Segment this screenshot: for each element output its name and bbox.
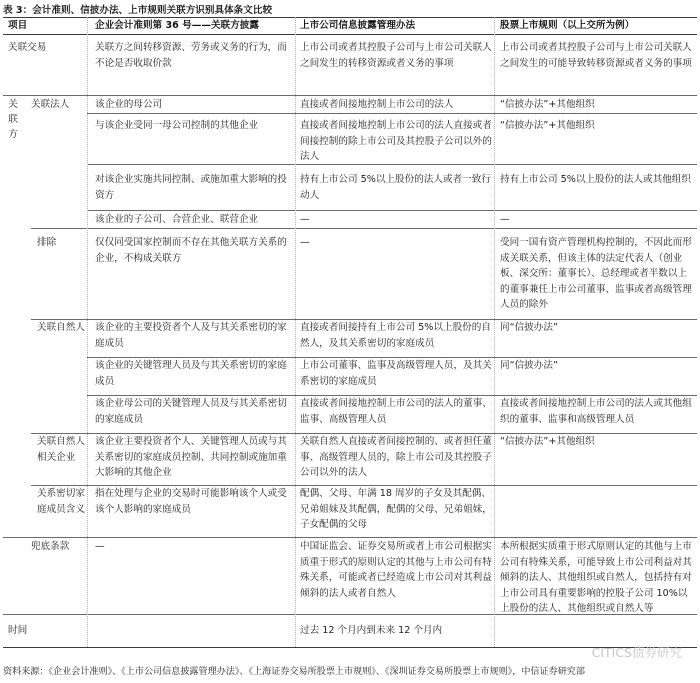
cell: 持有上市公司 5%以上股份的法人或者一致行动人 [300, 174, 491, 201]
cell: 该企业的关键管理人员及与其关系密切的家庭成员 [95, 360, 287, 387]
cell: 关联自然人直接或者间接控制的、或者担任董事、高级管理人员的，除上市公司及其控股子公司以外的法人 [300, 436, 492, 478]
cell: 对该企业实施共同控制、或施加重大影响的投资方 [95, 174, 287, 201]
rule [3, 95, 697, 96]
cell: 直接或者间接地控制上市公司的法人 [300, 99, 454, 110]
table-caption: 表 3：会计准则、信披办法、上市规则关联方识别具体条文比较 [3, 5, 273, 16]
cell: 中国证监会、证券交易所或者上市公司根据实质重于形式的原则认定的其他与上市公司有特殊关系，可能或者已经造成上市公司对其利益倾斜的法人或者自然人 [300, 541, 492, 599]
cell: — [500, 214, 510, 225]
header-listing-rules: 股票上市规则（以上交所为例） [500, 20, 635, 31]
row-label-time: 时间 [8, 625, 28, 636]
cell: 上市公司或者其控股子公司与上市公司关联人之间发生的转移资源或者义务的事项 [300, 42, 492, 69]
header-item: 项目 [8, 20, 28, 31]
cell: 直接或者间接地控制上市公司的法人或其他组织的董事、监事和高级管理人员 [500, 398, 692, 425]
cell: 受同一国有资产管理机构控制的，不因此而形成关联关系，但该主体的法定代表人（创业板、深交所：董事长）、总经理或者半数以上的董事兼任上市公司董事、监事或者高级管理人员的除外 [500, 237, 692, 310]
cell: 该企业的子公司、合营企业、联营企业 [95, 214, 259, 225]
header-accounting-standard: 企业会计准则第 36 号——关联方披露 [95, 20, 259, 31]
watermark: CITICS债券研究 [591, 645, 682, 660]
rule [87, 113, 697, 114]
cell: 仅仅同受国家控制而不存在其他关联方关系的企业，不构成关联方 [95, 237, 287, 264]
cell-time-range: 过去 12 个月内到未来 12 个月内 [300, 625, 443, 636]
cell: 配偶、父母、年满 18 周岁的子女及其配偶、兄弟姐妹及其配偶，配偶的父母、兄弟姐妹，子女配偶的父母 [300, 488, 492, 530]
cell: 同“信披办法” [500, 360, 558, 371]
cell: 直接或者间接地控制上市公司的法人的董事、监事、高级管理人员 [300, 398, 492, 425]
rule [31, 228, 697, 229]
rule [3, 537, 697, 538]
cell: 持有上市公司 5%以上股份的法人或其他组织 [500, 174, 691, 185]
rule-header [3, 34, 697, 35]
side-label-related-party: 关 联 方 [8, 99, 18, 140]
row-label-related-legal-person: 关联法人 [31, 99, 70, 110]
cell: 该企业的主要投资者个人及与其关系密切的家庭成员 [95, 322, 287, 349]
col-divider [87, 17, 88, 647]
cell: 直接或者间接地控制上市公司的法人直接或者间接控制的除上市公司及其控股子公司以外的法人 [300, 120, 492, 162]
row-label-related-person-enterprises: 关联自然人相关企业 [37, 436, 85, 463]
cell: 本所根据实质重于形式原则认定的其他与上市公司有特殊关系，可能导致上市公司利益对其倾斜的法人、其他组织或自然人，包括持有对上市公司具有重要影响的控股子公司 10%以上股份的法人、其他组织或自然人等 [500, 541, 692, 614]
row-label-close-family-definition: 关系密切家庭成员含义 [37, 488, 85, 515]
row-label-related-transaction: 关联交易 [8, 42, 47, 53]
cell: 同“信披办法” [500, 322, 558, 333]
cell: 指在处理与企业的交易时可能影响该个人或受该个人影响的家庭成员 [95, 488, 287, 515]
cell: “信披办法”+其他组织 [500, 436, 595, 447]
cell: 该企业母公司的关键管理人员及与其关系密切的家庭成员 [95, 398, 287, 425]
row-label-related-natural-person: 关联自然人 [37, 322, 85, 333]
cell: 关联方之间转移资源、劳务或义务的行为，而不论是否收取价款 [95, 42, 287, 69]
cell: 直接或者间接持有上市公司 5%以上股份的自然人，及其关系密切的家庭成员 [300, 322, 491, 349]
cell: 与该企业受同一母公司控制的其他企业 [95, 120, 259, 131]
cell: — [300, 214, 310, 225]
row-label-catch-all: 兜底条款 [31, 541, 70, 552]
source-note: 资料来源：《企业会计准则》、《上市公司信息披露管理办法》、《上海证券交易所股票上市规则》、《深圳证券交易所股票上市规则》，中信证券研究部 [3, 667, 585, 677]
cell: — [300, 237, 310, 248]
cell: “信披办法”+其他组织 [500, 120, 595, 131]
cell: 该企业主要投资者个人、关键管理人员或与其关系密切的家庭成员控制、共同控制或施加重大影响的其他企业 [95, 436, 287, 478]
cell: — [95, 541, 105, 552]
cell: “信披办法”+其他组织 [500, 99, 595, 110]
rule [87, 210, 697, 211]
cell: 该企业的母公司 [95, 99, 163, 110]
cell: 上市公司董事、监事及高级管理人员，及其关系密切的家庭成员 [300, 360, 492, 387]
row-label-exclusion: 排除 [37, 237, 57, 248]
cell: 上市公司或者其控股子公司与上市公司关联人之间发生的可能导致转移资源或者义务的事项 [500, 42, 692, 69]
comparison-table [3, 17, 697, 647]
col-divider [295, 17, 296, 647]
header-disclosure-rules: 上市公司信息披露管理办法 [300, 20, 416, 31]
col-divider [494, 17, 495, 647]
